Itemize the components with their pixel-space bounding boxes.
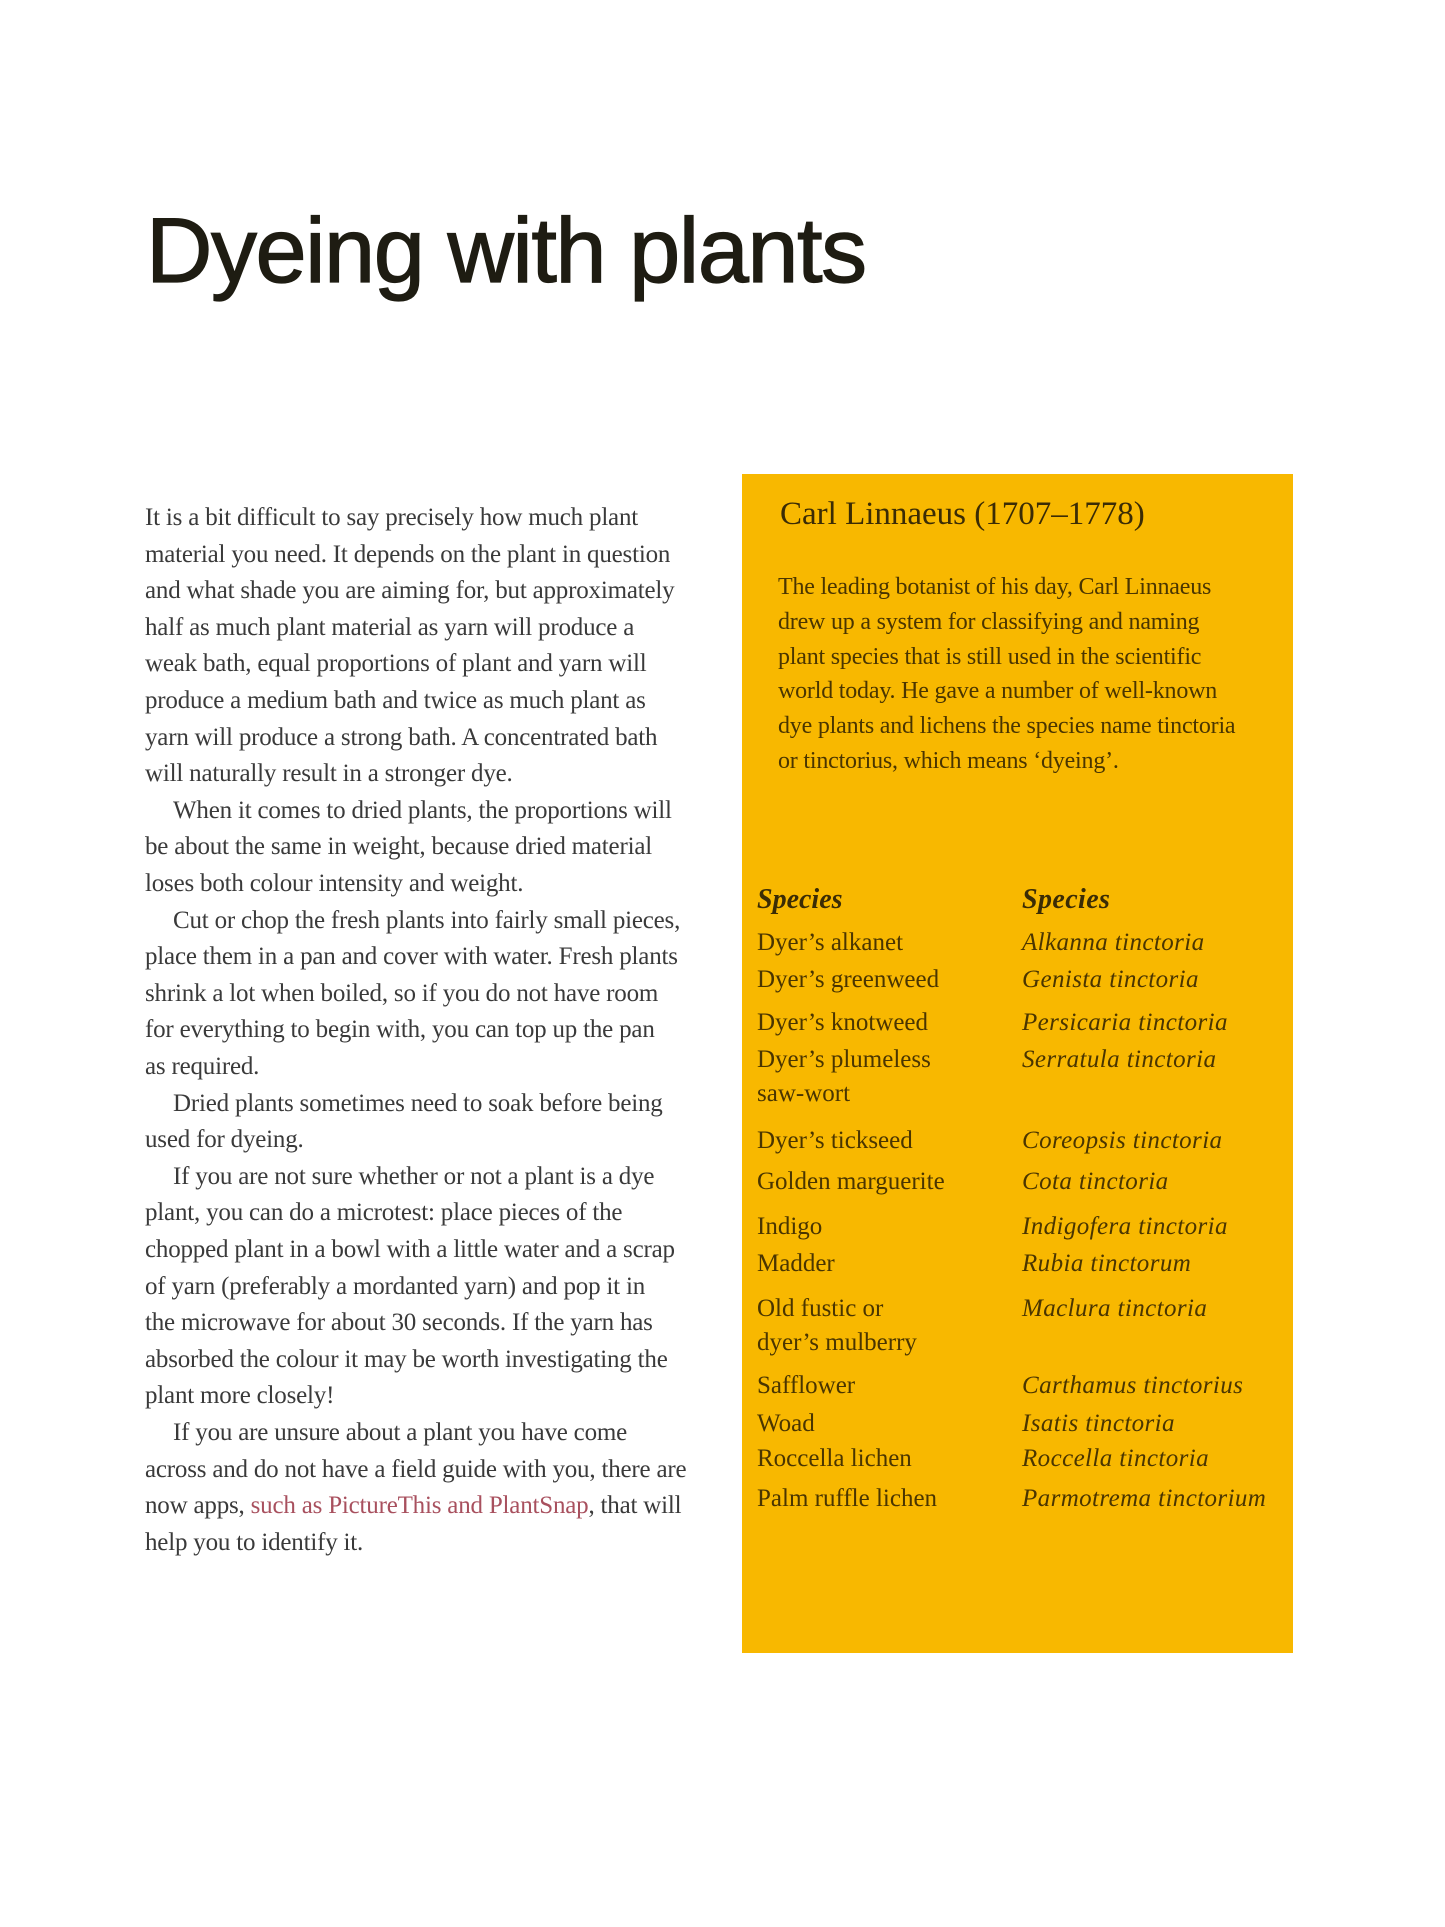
- table-cell-latin: Indigofera tinctoria: [1022, 1213, 1228, 1240]
- body-line: will naturally result in a stronger dye.: [145, 760, 513, 788]
- link-prefix: now apps,: [145, 1492, 251, 1520]
- table-cell-common: Indigo: [757, 1213, 823, 1240]
- table-header-common: Species: [757, 884, 843, 915]
- body-line-with-link: [145, 1488, 681, 1524]
- table-cell-common: Palm ruffle lichen: [757, 1485, 938, 1512]
- table-cell-common: Madder: [757, 1250, 835, 1277]
- body-line: If you are not sure whether or not a plant is a dye: [173, 1162, 655, 1190]
- body-line: as required.: [145, 1053, 260, 1080]
- body-line: shrink a lot when boiled, so if you do not have room: [145, 979, 659, 1007]
- body-line: across and do not have a field guide with you, there are: [145, 1455, 687, 1483]
- apps-link[interactable]: such as PictureThis and PlantSnap: [250, 1492, 589, 1520]
- body-line: When it comes to dried plants, the proportions will: [173, 796, 672, 824]
- sidebar-heading: Carl Linnaeus (1707–1778): [780, 496, 1145, 532]
- table-cell-common: Roccella lichen: [757, 1445, 912, 1472]
- table-cell-common: Old fustic or: [757, 1295, 884, 1322]
- table-cell-latin: Carthamus tinctorius: [1022, 1372, 1244, 1399]
- body-line: used for dyeing.: [145, 1126, 304, 1154]
- sidebar-text-line: or tinctorius, which means ‘dyeing’.: [778, 748, 1119, 774]
- table-cell-common: Golden marguerite: [757, 1168, 945, 1195]
- table-cell-common: Dyer’s knotweed: [757, 1009, 929, 1036]
- table-cell-latin: Rubia tinctorum: [1022, 1250, 1192, 1277]
- sidebar-text-line: drew up a system for classifying and naming: [778, 608, 1200, 635]
- body-line: plant more closely!: [145, 1382, 335, 1410]
- body-line: chopped plant in a bowl with a little water and a scrap: [145, 1236, 675, 1263]
- body-line: for everything to begin with, you can top up the pan: [145, 1016, 655, 1044]
- table-cell-latin: Serratula tinctoria: [1022, 1046, 1217, 1073]
- body-line: the microwave for about 30 seconds. If the yarn has: [145, 1309, 653, 1337]
- table-cell-common: Safflower: [757, 1372, 856, 1399]
- table-cell-latin: Isatis tinctoria: [1022, 1410, 1175, 1437]
- sidebar-text-line: world today. He gave a number of well-known: [778, 678, 1218, 705]
- body-line: help you to identify it.: [145, 1528, 364, 1556]
- body-line: weak bath, equal proportions of plant and yarn will: [145, 650, 647, 678]
- table-cell-latin: Parmotrema tinctorium: [1022, 1485, 1267, 1512]
- body-line: It is a bit difficult to say precisely how much plant: [145, 504, 639, 531]
- table-cell-latin: Alkanna tinctoria: [1022, 929, 1205, 956]
- table-cell-common: Dyer’s plumeless: [757, 1046, 931, 1073]
- table-cell-latin: Roccella tinctoria: [1022, 1445, 1210, 1472]
- table-cell-latin: Coreopsis tinctoria: [1022, 1127, 1223, 1154]
- link-suffix: , that will: [588, 1492, 682, 1520]
- body-line: loses both colour intensity and weight.: [145, 870, 524, 897]
- table-cell-common: Dyer’s greenweed: [757, 966, 940, 993]
- table-cell-common: Dyer’s tickseed: [757, 1127, 913, 1154]
- sidebar-text-line: plant species that is still used in the scientific: [778, 643, 1202, 670]
- body-line: If you are unsure about a plant you have come: [173, 1419, 628, 1446]
- body-line: absorbed the colour it may be worth investigating the: [145, 1345, 668, 1373]
- body-line: and what shade you are aiming for, but approximately: [145, 577, 675, 605]
- linnaeus-sidebar: [742, 474, 1293, 1653]
- body-line: of yarn (preferably a mordanted yarn) and pop it in: [145, 1272, 646, 1300]
- body-line: Dried plants sometimes need to soak before being: [173, 1089, 663, 1117]
- body-line: material you need. It depends on the plant in question: [145, 540, 671, 568]
- sidebar-text-line: The leading botanist of his day, Carl Linnaeus: [778, 574, 1212, 600]
- sidebar-text-line: dye plants and lichens the species name tinctoria: [778, 713, 1236, 740]
- body-line: be about the same in weight, because dried material: [145, 833, 652, 861]
- body-line: half as much plant material as yarn will produce a: [145, 613, 635, 641]
- table-cell-common: Woad: [757, 1410, 815, 1437]
- body-line: yarn will produce a strong bath. A concentrated bath: [145, 723, 658, 751]
- table-cell-common-cont: dyer’s mulberry: [757, 1329, 917, 1356]
- table-cell-latin: Cota tinctoria: [1022, 1168, 1169, 1195]
- body-line: place them in a pan and cover with water. Fresh plants: [145, 943, 678, 971]
- table-cell-common: Dyer’s alkanet: [757, 929, 904, 956]
- table-header-latin: Species: [1022, 884, 1111, 915]
- table-cell-latin: Maclura tinctoria: [1022, 1295, 1208, 1322]
- page-title: Dyeing with plants: [146, 200, 866, 302]
- body-line: Cut or chop the fresh plants into fairly small pieces,: [173, 906, 681, 934]
- body-line: plant, you can do a microtest: place pieces of the: [145, 1199, 623, 1227]
- table-cell-latin: Genista tinctoria: [1022, 966, 1199, 993]
- table-cell-latin: Persicaria tinctoria: [1022, 1009, 1228, 1036]
- body-line: produce a medium bath and twice as much plant as: [145, 687, 646, 714]
- table-cell-common-cont: saw-wort: [757, 1080, 851, 1107]
